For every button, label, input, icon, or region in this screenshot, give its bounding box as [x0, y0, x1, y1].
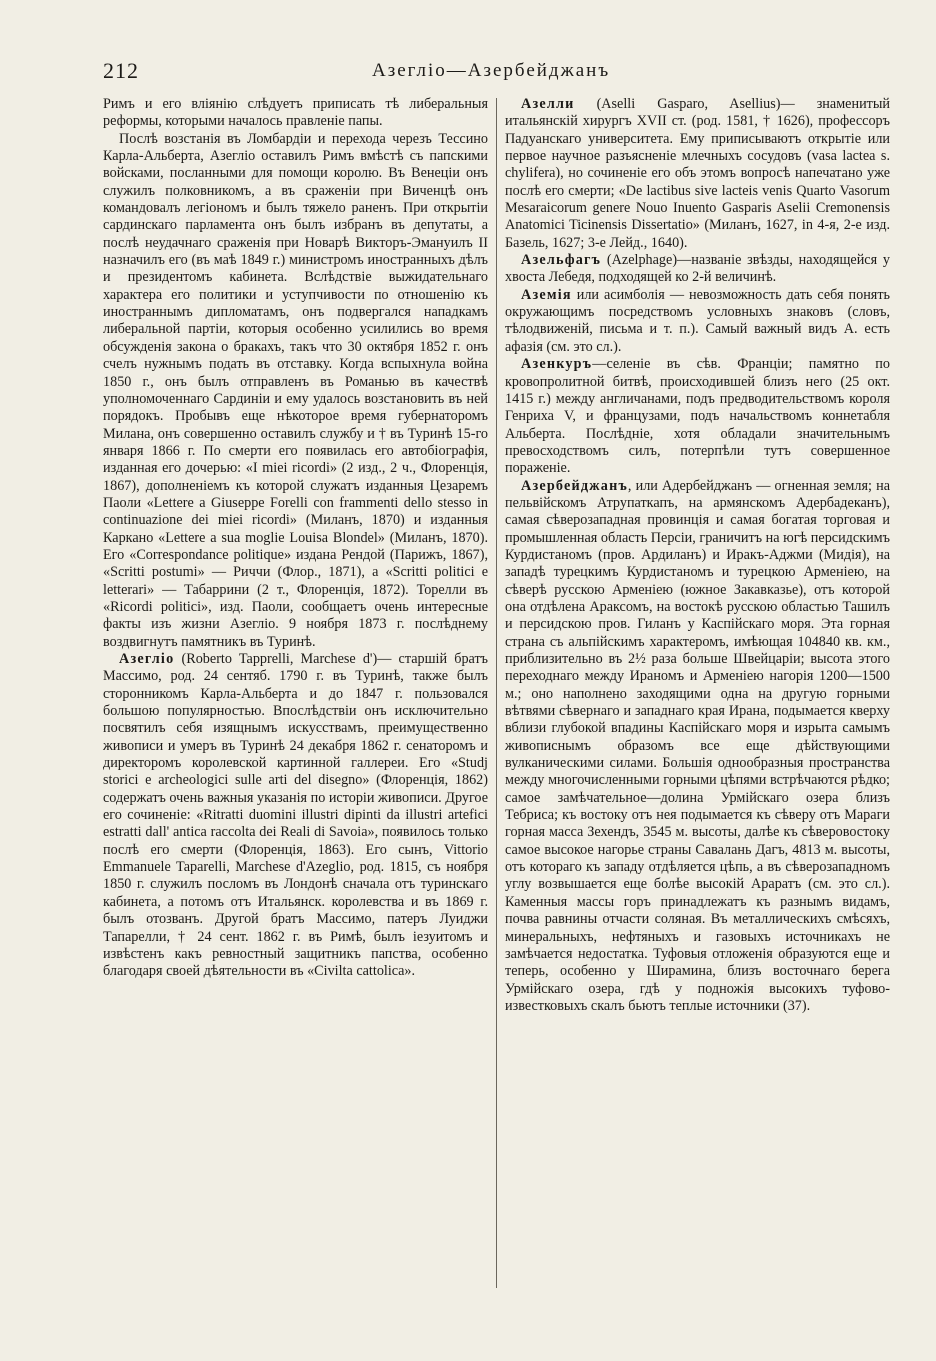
entry-headword: Азельфагъ: [521, 252, 602, 269]
paragraph-text: Послѣ возстанія въ Ломбардіи и перехода черезъ Тессино Карла-Альберта, Азеглiо оставилъ Римъ вмѣстѣ съ папскими войсками, посланными для помощи королю. Въ Венеціи онъ служилъ полковникомъ, а въ сраженіи при Виченцѣ онъ командовалъ легіономъ и былъ тяжело раненъ. При открытіи сардинскаго парламента онъ былъ избранъ въ депутаты, а послѣ неудачнаго сраженія при Новарѣ Викторъ-Эмануилъ II назначилъ его (въ маѣ 1849 г.) министромъ иностранныхъ дѣлъ и президентомъ кабинета. Вслѣдствіе выжидательнаго характера его политики и уступчивости по отношенію къ иностраннымъ дипломатамъ, онъ подвергался нападкамъ либеральной партіи, которыя особенно усилились во время обсужденія закона о бракахъ, такъ что 30 октября 1852 г. онъ счелъ нужнымъ подать въ отставку. Когда вспыхнула война 1850 г., онъ былъ отправленъ въ Романью въ качествѣ уполномоченнаго Сардиніи и ему удалось возстановить въ ней порядокъ. Пробывъ еще нѣкоторое время губернаторомъ Милана, онъ совершенно оставилъ службу и † въ Туринѣ 15-го января 1866 г. По смерти его появилась его автобіографія, изданная его дочерью: «I miei ricordi» (2 изд., 2 ч., Флоренція, 1867), дополненіемъ къ которой служатъ изданныя Цезаремъ Паоли «Lettere a Giuseppe Forelli con frammenti dello stesso in continuazione dei miei ricordi» (Миланъ, 1870) и изданныя Каркано «Lettere a sua moglie Louisa Blondel» (Миланъ, 1870). Его «Correspondance politique» издана Рендой (Парижъ, 1867), «Scritti postumi» — Риччи (Флор., 1871), а «Scritti politici e letterari» — Табаррини (2 т., Флоренція, 1872). Торелли въ «Ricordi politici», изд. Паоли, сообщаетъ очень интересные факты изъ жизни Азеглiо. 9 ноября 1873 г. послѣднему воздвигнутъ памятникъ въ Туринѣ.: [103, 130, 488, 650]
paragraph-continuation: [103, 96, 488, 131]
entry-azelli: [505, 96, 890, 252]
entry-headword: Азенкуръ: [521, 356, 593, 373]
entry-headword: Азелли: [521, 96, 575, 112]
entry-text: (Aselli Gasparo, Asellius)— знаменитый итальянскій хирургъ XVII ст. (род. 1581, † 1626), профессоръ Падуанскаго университета. Ему приписываютъ открытіе или первое научное разъясненіе млечныхъ сосудовъ (vasa lactea s. chylifera), но сочиненіе его объ этомъ вопросѣ напечатано уже послѣ его смерти; «De lactibus sive lacteis venis Quarto Vasorum Mesaraicorum genere Nouo Inuento Gasparis Aselii Cremonensis Anatomici Ticinensis Dissertatio» (Миланъ, 1627, in 4-я, 2-е изд. Базель, 1627; 3-е Лейд., 1640).: [505, 96, 890, 251]
entry-azerbeidzhan: [505, 478, 890, 1016]
left-column: [103, 96, 488, 981]
running-title: Азеглiо—Азербейджанъ: [372, 60, 611, 81]
column-divider: [496, 98, 497, 1288]
entry-text: или асимболія — невозможность дать себя понять окружающимъ посредствомъ условныхъ знаковъ (словъ, тѣлодвиженій, письма и т. п.). Самый важный видъ А. есть афазія (см. это сл.).: [505, 286, 890, 355]
entry-azemia: [505, 287, 890, 356]
entry-text: —селеніе въ сѣв. Франціи; памятно по кровопролитной битвѣ, происходившей близъ него (25 окт. 1415 г.) между англичанами, подъ предводительствомъ короля Генриха V, и французами, подъ начальствомъ коннетабля Альберта. Послѣдніе, хотя обладали значительнымъ превосходствомъ силъ, потерпѣли тутъ совершенное пораженіе.: [505, 356, 890, 477]
entry-aseglio-roberto: [103, 651, 488, 981]
entry-azelfag: [505, 252, 890, 287]
entry-text: (Roberto Tapprelli, Marchese d')— старшій братъ Массимо, род. 24 сентяб. 1790 г. въ Туринѣ, также былъ сторонникомъ Карла-Альберта и до 1847 г. пользовался большою популярностью. Впослѣдствіи онъ исключительно посвятилъ себя изящнымъ искусствамъ, преимущественно живописи и умеръ въ Туринѣ 24 декабря 1862 г. сенаторомъ и директоромъ королевской картинной галлереи. Его «Studj storici e archeologici sulle arti del disegno» (Флоренція, 1862) содержатъ очень важныя указанія по исторіи живописи. Другое его сочиненіе: «Ritratti duomini illustri dipinti da illustri artefici estratti dall' antica raccolta dei Reali di Savoia», появилось только послѣ его смерти (Флоренція, 1863). Его сынъ, Vittorio Emmanuele Taparelli, Marchese d'Azeglio, род. 1815, съ ноября 1850 г. служилъ посломъ въ Лондонѣ сначала отъ туринскаго кабинета, а потомъ отъ Итальянск. королевства и въ 1869 г. былъ отозванъ. Другой братъ Массимо, патеръ Луиджи Тапарелли, † 24 сент. 1862 г. въ Римѣ, былъ іезуитомъ и извѣстенъ какъ ревностный защитникъ папства, особенно благодаря своей дѣятельности въ «Civilta cattolica».: [103, 651, 488, 980]
entry-headword: Аземія: [521, 286, 572, 303]
paragraph: [103, 131, 488, 651]
entry-azenkur: [505, 356, 890, 477]
entry-text: (Azelphage)—названіе звѣзды, находящейся у хвоста Лебедя, подходящей ко 2-й величинѣ.: [505, 252, 890, 286]
entry-headword: Азербейджанъ: [521, 477, 628, 494]
entry-headword: Азеглiо: [119, 651, 175, 667]
page-number: 212: [103, 58, 139, 83]
right-column: [505, 96, 890, 1015]
entry-text: , или Адербейджанъ — огненная земля; на пельвійскомъ Атрупаткапъ, на армянскомъ Адербадеканъ), самая сѣверозападная провинція и самая богатая торговая и промышленная область Персіи, граничитъ на югѣ персидскимъ Курдистаномъ (пров. Ардиланъ) и Иракъ-Аджми (Мидія), на западѣ турецкимъ Курдистаномъ и турецкою Арменіею, на сѣверѣ русскою Арменіею (южное Закавказье), отъ которой она отдѣлена Араксомъ, на востокѣ русскою областью Ташилъ и персидскою пров. Гиланъ у Каспійскаго моря. Эта горная страна съ альпійскимъ характеромъ, имѣющая 104840 кв. км., приблизительно въ 2½ раза больше Швейцаріи; высота этого переходнаго между Ираномъ и Арменіею нагорія 1200—1500 м.; оно наполнено заходящими одна на другую горными вѣтвями сѣвернаго и западнаго края Ирана, подымается кверху вблизи глубокой впадины Каспійскаго моря и изрыта самымъ живописнымъ образомъ все еще дѣйствующими вулканическими силами. Большія однообразныя пространства между многочисленными горными цѣпями встрѣчаются рѣдко; самое замѣчательное—долина Урмійскаго озера близъ Тебриса; къ востоку отъ нея подымается къ сѣверу отъ Мараги горная масса Зехендъ, 3545 м. высоты, далѣе къ сѣверовостоку самое высокое нагорье страны Савалань Дагъ, 4813 м. высоты, отъ котораго къ западу отдѣляется цѣпь, а въ сѣверозападномъ углу возвышается еще болѣе высокій Араратъ (см. это сл.). Каменныя массы горъ принадлежатъ къ разнымъ видамъ, почва равнины отчасти соляная. Въ металлическихъ смѣсяхъ, минеральныхъ, нефтяныхъ и газовыхъ источникахъ не замѣчается недостатка. Туфовыя отложенія образуются еще и теперь, особенно у Ширамина, близъ восточнаго берега Урмійскаго озера, гдѣ у подножія высокихъ туфово-известковыхъ скалъ бьютъ теплые источники (37).: [505, 477, 890, 1014]
paragraph-text: Римъ и его вліянію слѣдуетъ приписать тѣ либеральныя реформы, которыми началось правленіе папы.: [103, 96, 488, 130]
